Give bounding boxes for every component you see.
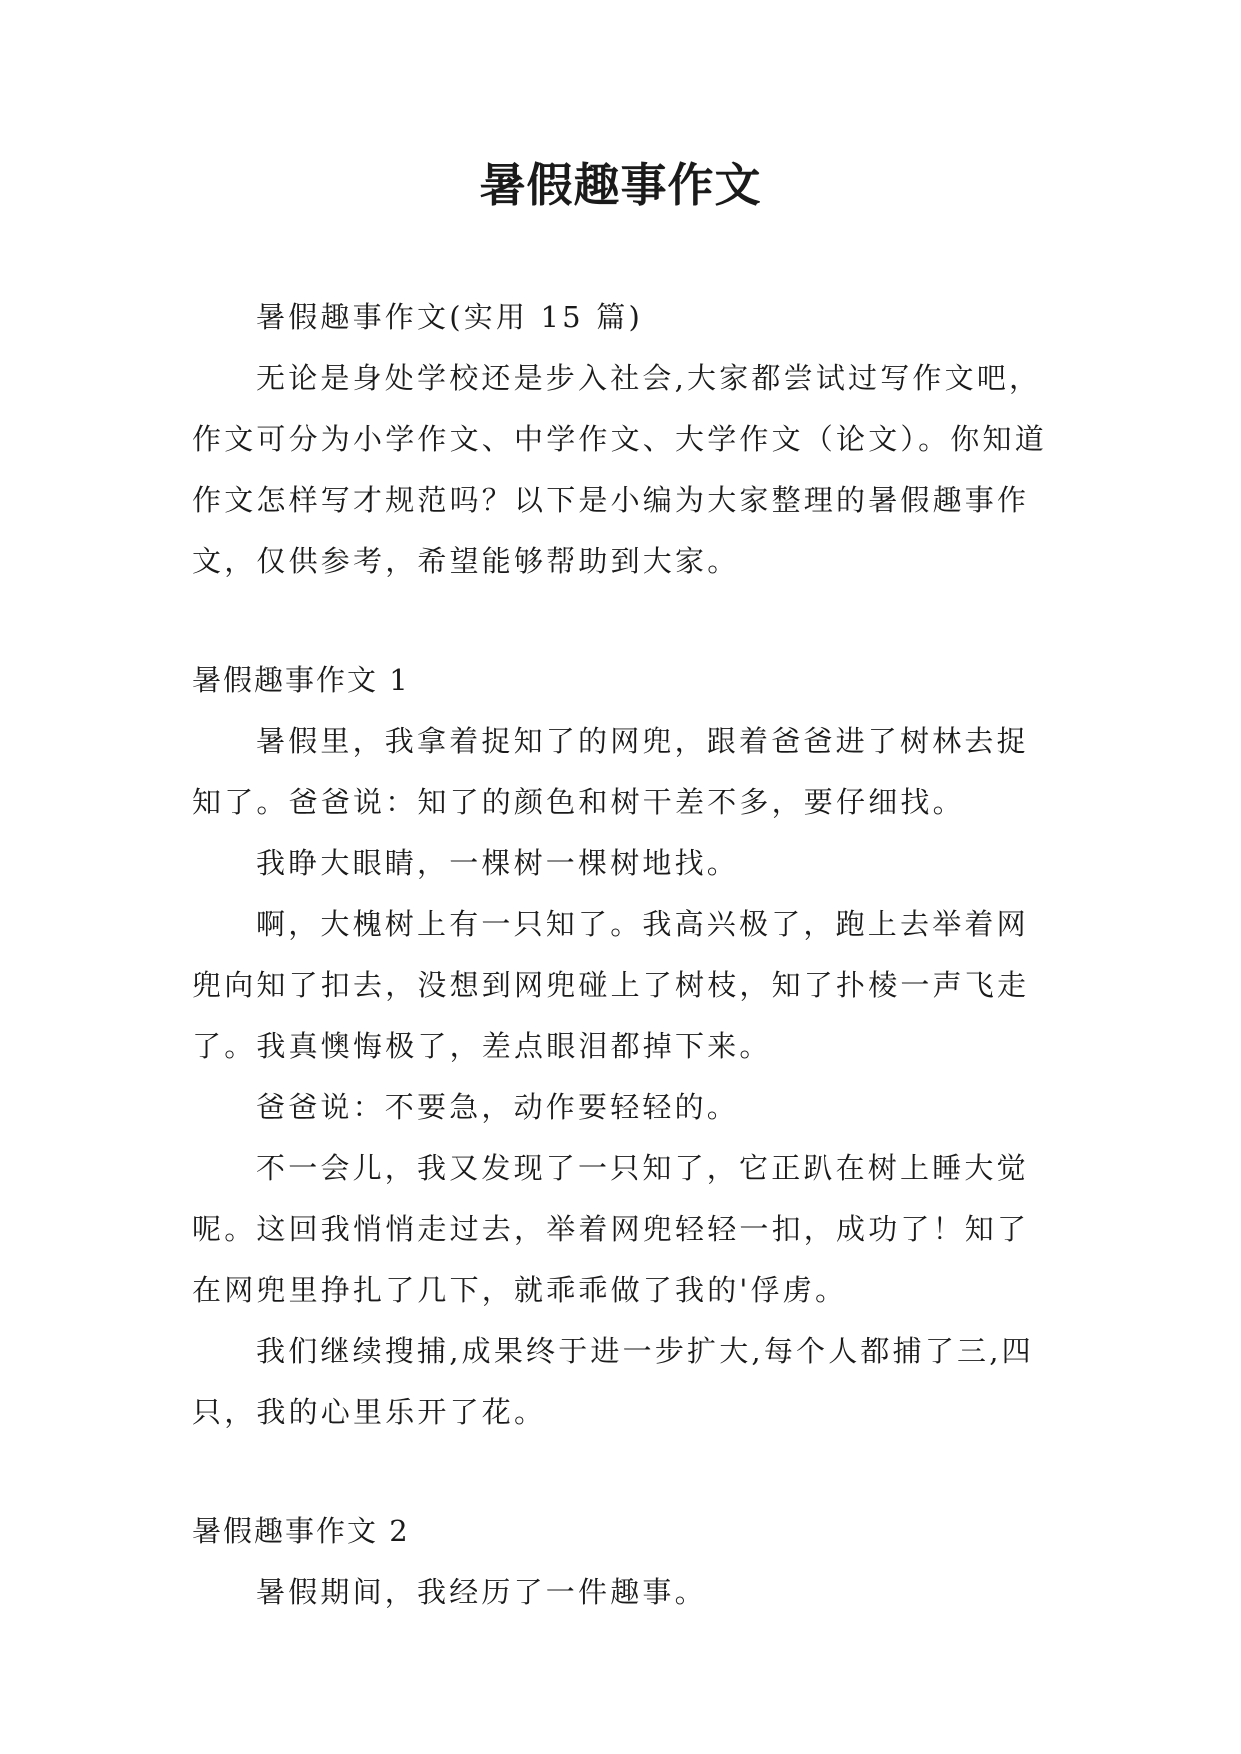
essay-1-paragraph-6: 我们继续搜捕,成果终于进一步扩大,每个人都捕了三,四只，我的心里乐开了花。 xyxy=(192,1334,1034,1429)
document-body xyxy=(192,287,1060,1623)
essay-1-paragraph-2: 我睁大眼睛，一棵树一棵树地找。 xyxy=(256,846,740,880)
essay-1-heading: 暑假趣事作文 1 xyxy=(192,663,410,697)
essay-1-paragraph-3: 啊，大槐树上有一只知了。我高兴极了，跑上去举着网兜向知了扣去，没想到网兜碰上了树枝，知了扑棱一声飞走了。我真懊悔极了，差点眼泪都掉下来。 xyxy=(192,907,1030,1063)
essay-1-paragraph-5: 不一会儿，我又发现了一只知了，它正趴在树上睡大觉呢。这回我悄悄走过去，举着网兜轻轻一扣，成功了！知了在网兜里挣扎了几下，就乖乖做了我的'俘虏。 xyxy=(192,1151,1030,1307)
essay-1-paragraph-1: 暑假里，我拿着捉知了的网兜，跟着爸爸进了树林去捉知了。爸爸说：知了的颜色和树干差不多，要仔细找。 xyxy=(192,724,1029,819)
essay-1-paragraph-4: 爸爸说：不要急，动作要轻轻的。 xyxy=(256,1090,740,1124)
essay-2-paragraph-1: 暑假期间，我经历了一件趣事。 xyxy=(256,1575,707,1609)
page-title: 暑假趣事作文 xyxy=(479,158,762,212)
intro-paragraph: 无论是身处学校还是步入社会,大家都尝试过写作文吧，作文可分为小学作文、中学作文、大学作文（论文）。你知道作文怎样写才规范吗？以下是小编为大家整理的暑假趣事作文，仅供参考，希望能够帮助到大家。 xyxy=(192,361,1047,578)
document-subtitle: 暑假趣事作文(实用 15 篇) xyxy=(256,300,643,334)
essay-2-heading: 暑假趣事作文 2 xyxy=(192,1514,410,1548)
